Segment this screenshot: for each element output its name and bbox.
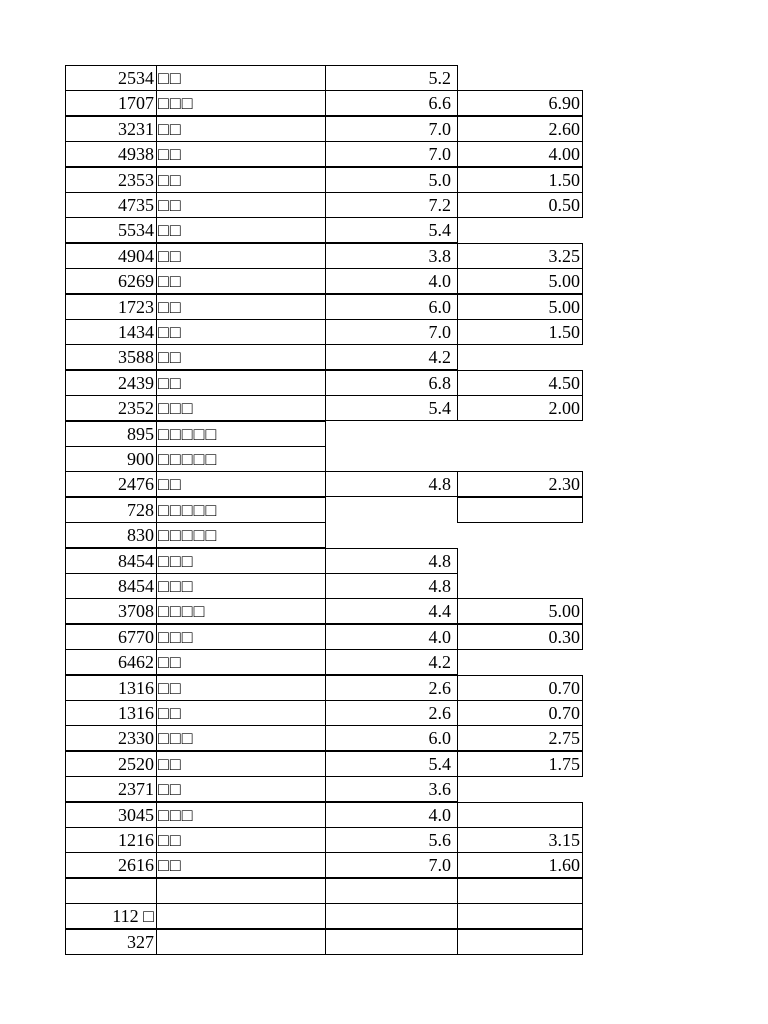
row-id-cell: 4938 [65,141,157,167]
row-value-a-cell: 5.0 [325,167,458,193]
row-value-b-cell [457,446,583,472]
row-id-cell: 3231 [65,116,157,142]
row-id-cell [65,878,157,904]
row-name-cell: □□ [156,776,326,802]
row-id-cell: 2352 [65,395,157,421]
row-value-a-cell [325,421,458,447]
row-id-cell: 1216 [65,827,157,853]
row-name-cell: □□ [156,243,326,269]
row-value-b-cell [457,421,583,447]
row-name-cell: □□□□□ [156,446,326,472]
row-value-a-cell: 3.8 [325,243,458,269]
row-value-a-cell: 4.4 [325,598,458,624]
row-value-a-cell: 6.6 [325,90,458,116]
row-id-cell: 2520 [65,751,157,777]
row-name-cell: □□ [156,319,326,345]
row-value-a-cell: 5.4 [325,395,458,421]
row-value-b-cell [457,903,583,929]
row-value-b-cell: 5.00 [457,294,583,320]
row-name-cell: □□ [156,852,326,878]
row-name-cell: □□ [156,217,326,243]
row-id-cell: 1434 [65,319,157,345]
row-name-cell: □□□ [156,624,326,650]
row-name-cell [156,878,326,904]
row-id-cell: 1316 [65,675,157,701]
row-value-b-cell: 2.75 [457,725,583,751]
row-name-cell: □□ [156,751,326,777]
row-value-b-cell: 1.75 [457,751,583,777]
row-value-a-cell: 6.8 [325,370,458,396]
row-id-cell: 1723 [65,294,157,320]
row-id-cell: 2534 [65,65,157,91]
row-value-a-cell: 4.2 [325,649,458,675]
row-id-cell: 4735 [65,192,157,218]
row-value-a-cell: 4.0 [325,268,458,294]
row-name-cell: □□ [156,700,326,726]
row-id-cell: 2439 [65,370,157,396]
row-name-cell [156,929,326,955]
row-name-cell: □□ [156,649,326,675]
row-value-a-cell: 5.4 [325,751,458,777]
row-value-b-cell: 3.25 [457,243,583,269]
row-id-cell: 895 [65,421,157,447]
row-value-b-cell [457,776,583,802]
row-id-cell: 900 [65,446,157,472]
row-value-a-cell [325,929,458,955]
row-value-b-cell [457,573,583,599]
row-id-cell: 6462 [65,649,157,675]
row-value-b-cell: 3.15 [457,827,583,853]
row-name-cell: □□□□□ [156,522,326,548]
row-value-a-cell: 7.0 [325,116,458,142]
row-value-a-cell: 7.0 [325,141,458,167]
row-value-a-cell: 4.8 [325,548,458,574]
row-value-a-cell: 3.6 [325,776,458,802]
row-value-a-cell: 4.0 [325,802,458,828]
row-name-cell: □□□□□ [156,497,326,523]
row-name-cell: □□□□ [156,598,326,624]
row-value-b-cell: 2.60 [457,116,583,142]
row-id-cell: 3708 [65,598,157,624]
row-value-a-cell: 7.2 [325,192,458,218]
row-id-cell: 1316 [65,700,157,726]
row-value-b-cell [457,929,583,955]
row-id-cell: 728 [65,497,157,523]
row-value-a-cell: 2.6 [325,675,458,701]
row-name-cell: □□ [156,116,326,142]
row-value-b-cell [457,497,583,523]
row-name-cell: □□ [156,344,326,370]
row-value-a-cell: 5.6 [325,827,458,853]
row-value-b-cell [457,65,583,91]
row-name-cell: □□ [156,294,326,320]
row-value-b-cell: 4.50 [457,370,583,396]
row-value-b-cell: 2.30 [457,471,583,497]
row-id-cell: 112 □ [65,903,157,929]
row-id-cell: 8454 [65,573,157,599]
row-value-b-cell: 0.70 [457,675,583,701]
row-value-b-cell: 6.90 [457,90,583,116]
row-value-a-cell [325,446,458,472]
row-id-cell: 6269 [65,268,157,294]
row-id-cell: 2616 [65,852,157,878]
row-id-cell: 6770 [65,624,157,650]
row-name-cell: □□ [156,167,326,193]
row-value-b-cell: 0.30 [457,624,583,650]
row-value-a-cell [325,903,458,929]
row-id-cell: 327 [65,929,157,955]
row-value-a-cell [325,878,458,904]
row-value-b-cell: 1.60 [457,852,583,878]
row-id-cell: 3045 [65,802,157,828]
row-value-b-cell: 5.00 [457,268,583,294]
row-name-cell: □□□ [156,548,326,574]
row-value-a-cell [325,497,458,523]
row-value-a-cell: 4.0 [325,624,458,650]
row-id-cell: 2353 [65,167,157,193]
row-value-b-cell [457,548,583,574]
row-value-b-cell [457,878,583,904]
row-value-a-cell: 5.4 [325,217,458,243]
row-name-cell: □□ [156,675,326,701]
row-id-cell: 3588 [65,344,157,370]
row-name-cell: □□ [156,268,326,294]
row-value-a-cell: 4.8 [325,471,458,497]
row-value-a-cell: 5.2 [325,65,458,91]
row-name-cell: □□ [156,192,326,218]
row-value-a-cell: 4.2 [325,344,458,370]
row-value-b-cell: 5.00 [457,598,583,624]
row-value-a-cell [325,522,458,548]
row-value-b-cell: 2.00 [457,395,583,421]
row-value-b-cell [457,344,583,370]
row-name-cell: □□□ [156,725,326,751]
row-id-cell: 2476 [65,471,157,497]
row-value-a-cell: 6.0 [325,294,458,320]
row-value-a-cell: 4.8 [325,573,458,599]
row-name-cell: □□ [156,141,326,167]
row-value-b-cell [457,802,583,828]
row-name-cell: □□□□□ [156,421,326,447]
row-name-cell [156,903,326,929]
row-id-cell: 4904 [65,243,157,269]
row-id-cell: 2371 [65,776,157,802]
row-value-a-cell: 7.0 [325,852,458,878]
row-value-a-cell: 7.0 [325,319,458,345]
row-name-cell: □□□ [156,573,326,599]
row-value-b-cell: 4.00 [457,141,583,167]
row-value-b-cell: 0.50 [457,192,583,218]
row-name-cell: □□ [156,65,326,91]
row-id-cell: 5534 [65,217,157,243]
row-name-cell: □□ [156,370,326,396]
row-value-b-cell [457,217,583,243]
row-value-b-cell: 0.70 [457,700,583,726]
row-value-b-cell: 1.50 [457,167,583,193]
row-name-cell: □□□ [156,802,326,828]
row-name-cell: □□ [156,827,326,853]
row-value-b-cell: 1.50 [457,319,583,345]
row-id-cell: 2330 [65,725,157,751]
row-value-a-cell: 2.6 [325,700,458,726]
row-name-cell: □□□ [156,395,326,421]
row-value-b-cell [457,649,583,675]
row-id-cell: 1707 [65,90,157,116]
row-name-cell: □□□ [156,90,326,116]
row-value-b-cell [457,522,583,548]
row-id-cell: 830 [65,522,157,548]
row-id-cell: 8454 [65,548,157,574]
row-value-a-cell: 6.0 [325,725,458,751]
row-name-cell: □□ [156,471,326,497]
